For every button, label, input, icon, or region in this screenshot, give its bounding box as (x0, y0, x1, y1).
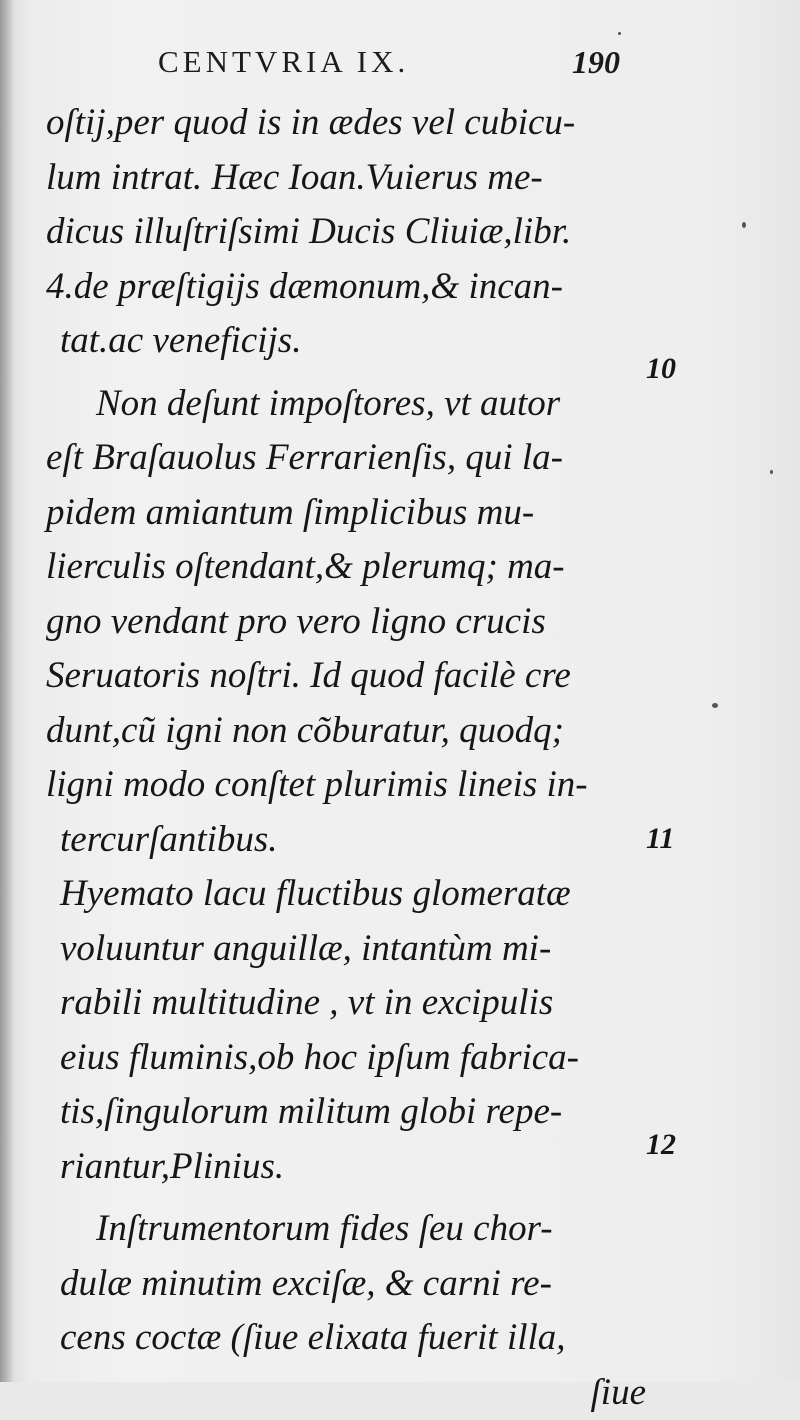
paper-speck (712, 703, 718, 708)
page-header (0, 44, 800, 84)
paper-speck (770, 470, 773, 474)
text-line: dulæ minutim exciſæ, & carni re- (46, 1257, 646, 1312)
text-line: dicus illuſtriſsimi Ducis Cliuiæ,libr. (46, 205, 646, 260)
text-line: rabili multitudine , vt in excipulis (46, 976, 646, 1031)
catchword: ſiue (46, 1366, 646, 1420)
paper-speck (742, 222, 746, 228)
gutter-shadow (0, 0, 14, 1382)
body-text (46, 96, 646, 1420)
paragraph-start-line: Inſtrumentorum fides ſeu chor- (46, 1202, 646, 1257)
text-line: lum intrat. Hæc Ioan.Vuierus me- (46, 151, 646, 206)
text-line: cens coctæ (ſiue elixata fuerit illa, (46, 1311, 646, 1366)
text-line: voluuntur anguillæ, intantùm mi- (46, 922, 646, 977)
margin-section-number: 12 (646, 1128, 676, 1162)
text-line: lierculis oſtendant,& plerumq; ma- (46, 540, 646, 595)
text-line: eſt Braſauolus Ferrarienſis, qui la- (46, 431, 646, 486)
text-line: tercurſantibus. (46, 813, 646, 868)
text-line: ligni modo conſtet plurimis lineis in- (46, 758, 646, 813)
text-line: dunt,cũ igni non cõburatur, quodq; (46, 704, 646, 759)
text-line: oſtij,per quod is in ædes vel cubicu- (46, 96, 646, 151)
running-head: CENTVRIA IX. (158, 44, 409, 80)
paragraph-start-line: Non deſunt impoſtores, vt autor (46, 377, 646, 432)
margin-section-number: 11 (646, 822, 674, 856)
margin-section-number: 10 (646, 352, 676, 386)
text-line: riantur,Plinius. (46, 1140, 646, 1195)
text-line: Seruatoris noſtri. Id quod facilè cre (46, 649, 646, 704)
paragraph-start-line: Hyemato lacu fluctibus glomeratæ (46, 867, 646, 922)
text-line: eius fluminis,ob hoc ipſum fabrica- (46, 1031, 646, 1086)
text-line: tat.ac veneficijs. (46, 314, 646, 369)
text-line: pidem amiantum ſimplicibus mu- (46, 486, 646, 541)
text-line: gno vendant pro vero ligno crucis (46, 595, 646, 650)
page-number: 190 (572, 44, 620, 81)
text-line: tis,ſingulorum militum globi repe- (46, 1085, 646, 1140)
paper-speck (618, 32, 621, 35)
text-line: 4.de præſtigijs dæmonum,& incan- (46, 260, 646, 315)
